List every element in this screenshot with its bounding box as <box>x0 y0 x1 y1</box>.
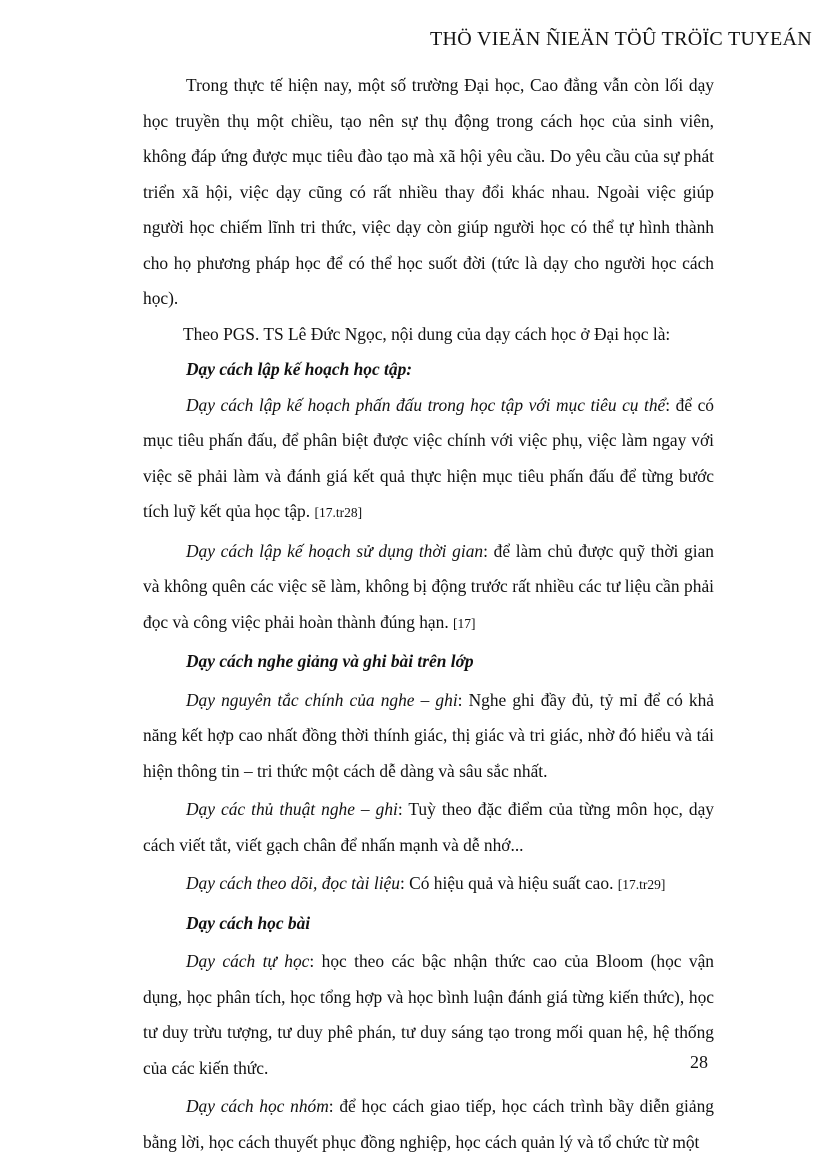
term-lead: Dạy các thủ thuật nghe – ghi <box>186 799 398 819</box>
paragraph-text: : Có hiệu quả và hiệu suất cao. <box>399 873 618 893</box>
paragraph <box>143 866 714 903</box>
paragraph-text: : để có mục tiêu phấn đấu, để phân biệt được việc chính với việc phụ, việc làm ngay với việc sẽ phải làm và đánh giá kết quả thực hiện mục tiêu phấn đấu để từng bước tích luỹ kết qủa học tập. <box>143 394 714 521</box>
citation: [17.tr29] <box>617 877 666 892</box>
paragraph <box>143 1089 714 1160</box>
paragraph: Theo PGS. TS Lê Đức Ngọc, nội dung của dạy cách học ở Đại học là: <box>183 323 671 344</box>
page-number: 28 <box>690 1052 708 1072</box>
paragraph <box>143 683 714 790</box>
section-heading: Dạy cách học bài <box>186 912 311 933</box>
paragraph-text: : để làm chủ được quỹ thời gian và không quên các việc sẽ làm, không bị động trước rất nhiều các tư liệu cần phải đọc và công việc phải hoàn thành đúng hạn. <box>143 540 714 632</box>
term-lead: Dạy cách theo dõi, đọc tài liệu <box>186 873 400 893</box>
section-heading: Dạy cách lập kế hoạch học tập: <box>186 359 413 379</box>
term-lead: Dạy cách học nhóm <box>186 1096 329 1116</box>
term-lead: Dạy cách tự học <box>186 951 310 971</box>
term-lead: Dạy nguyên tắc chính của nghe – ghi <box>186 689 458 710</box>
term-lead: Dạy cách lập kế hoạch phấn đấu trong học tập với mục tiêu cụ thể <box>186 394 666 415</box>
section-heading: Dạy cách nghe giảng và ghi bài trên lớp <box>186 651 474 671</box>
citation: [17.tr28] <box>314 505 363 520</box>
paragraph <box>143 792 714 863</box>
paragraph-text: : Nghe ghi đầy đủ, tỷ mỉ để có khả năng kết hợp cao nhất đồng thời thính giác, thị giác và tri giác, nhờ đó hiểu và tái hiện thông tin – tri thức một cách dễ dàng và sâu sắc nhất. <box>143 689 714 781</box>
citation: [17] <box>453 615 476 631</box>
body-text <box>143 68 714 1160</box>
paragraph <box>143 534 714 642</box>
paragraph <box>143 944 714 1086</box>
paragraph-text: : để học cách giao tiếp, học cách trình bầy diễn giảng bằng lời, học cách thuyết phục đồng nghiệp, học cách quản lý và tổ chức từ một <box>143 1096 714 1152</box>
paragraph-text: : Tuỳ theo đặc điểm của từng môn học, dạy cách viết tắt, viết gạch chân để nhấn mạnh và dễ nhớ... <box>143 799 714 855</box>
paragraph: Trong thực tế hiện nay, một số trường Đại học, Cao đẳng vẫn còn lối dạy học truyền thụ một chiều, tạo nên sự thụ động trong cách học của sinh viên, không đáp ứng được mục tiêu đào tạo mà xã hội yêu cầu. Do yêu cầu của sự phát triển xã hội, việc dạy cũng có rất nhiều thay đổi khác nhau. Ngoài việc giúp người học chiếm lĩnh tri thức, việc dạy còn giúp người học có thể tự hình thành cho họ phương pháp học để có thể học suốt đời (tức là dạy cho người học cách học). <box>143 75 714 308</box>
term-lead: Dạy cách lập kế hoạch sử dụng thời gian <box>186 540 484 561</box>
running-header: THÖ VIEÄN ÑIEÄN TÖÛ TRÖÏC TUYEÁN <box>430 28 812 50</box>
paragraph-text: : học theo các bậc nhận thức cao của Bloom (học vận dụng, học phân tích, học tổng hợp và học bình luận đánh giá từng kiến thức), học tư duy trừu tượng, tư duy phê phán, tư duy sáng tạo trong mối quan hệ, hệ thống của các kiến thức. <box>143 951 714 1078</box>
paragraph <box>143 388 714 531</box>
